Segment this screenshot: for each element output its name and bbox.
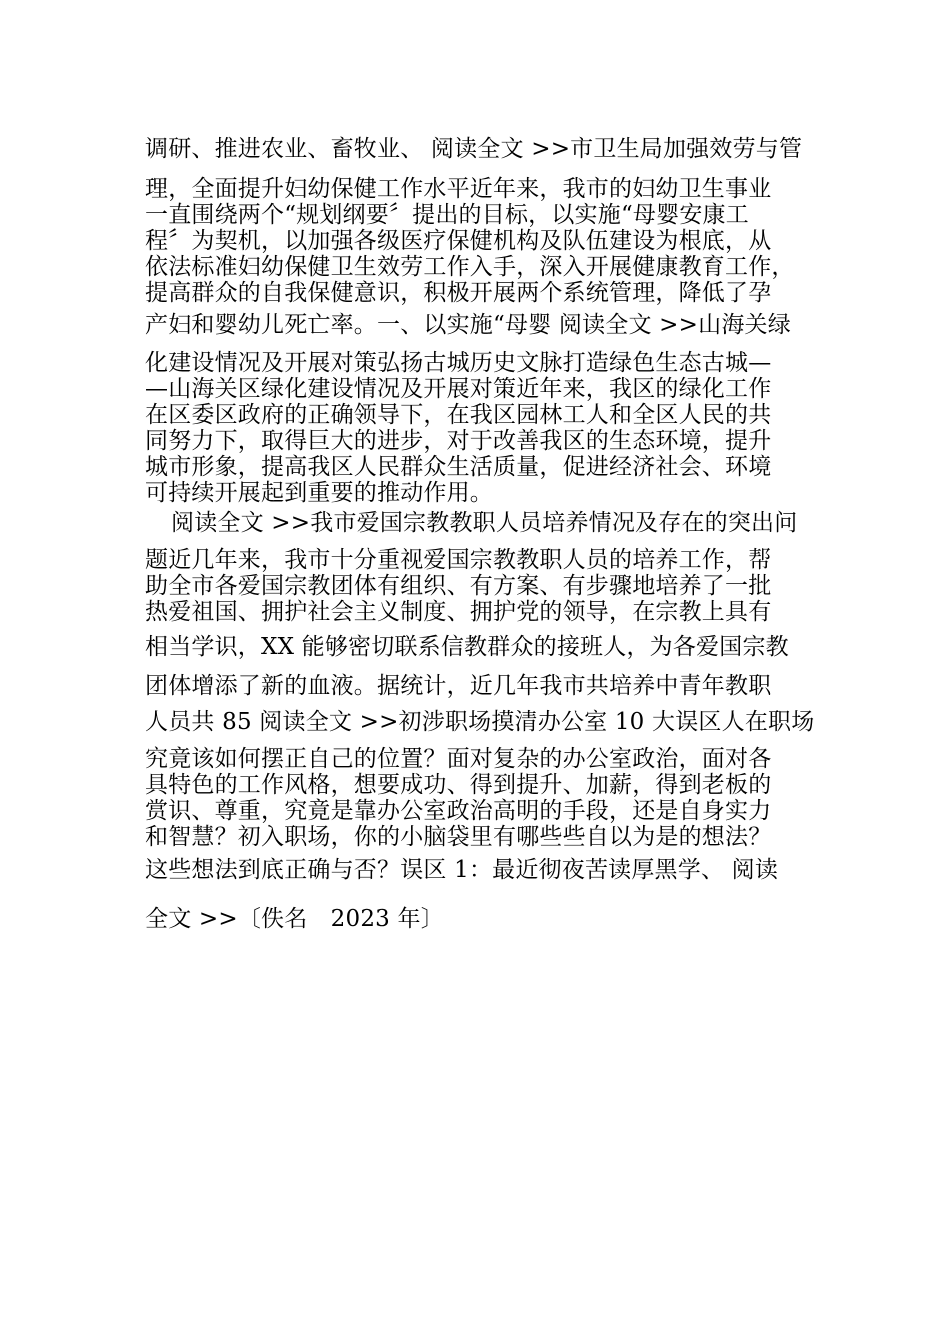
paragraph-block-3 <box>145 312 815 338</box>
text-line: 一直围绕两个“规划纲要〞提出的目标，以实施“母婴安康工 <box>145 202 749 228</box>
text-line: 究竟该如何摆正自己的位置？面对复杂的办公室政治，面对各 <box>145 746 772 772</box>
text-line: 具特色的工作风格，想要成功、得到提升、加薪，得到老板的 <box>145 772 772 798</box>
text-line: —山海关区绿化建设情况及开展对策近年来，我区的绿化工作 <box>145 376 772 402</box>
text-line: 程〞为契机，以加强各级医疗保健机构及队伍建设为根底，从 <box>145 228 772 254</box>
text-line: 依法标准妇幼保健卫生效劳工作入手，深入开展健康教育工作， <box>145 254 795 280</box>
text-line: 在区委区政府的正确领导下，在我区园林工人和全区人民的共 <box>145 402 772 428</box>
paragraph-block-5 <box>171 510 821 536</box>
text-line: 赏识、尊重，究竟是靠办公室政治高明的手段，还是自身实力 <box>145 798 772 824</box>
text-line: 调研、推进农业、畜牧业、 阅读全文 >>市卫生局加强效劳与管 <box>145 136 803 162</box>
text-line: 城市形象，提高我区人民群众生活质量，促进经济社会、环境 <box>145 454 772 480</box>
paragraph-block-8 <box>145 673 815 699</box>
text-line: 和智慧？初入职场，你的小脑袋里有哪些些自以为是的想法？ <box>145 824 772 850</box>
paragraph-block-12 <box>145 906 815 932</box>
text-line: 全文 >>〔佚名 2023 年〕 <box>145 906 444 932</box>
text-line: 理，全面提升妇幼保健工作水平近年来，我市的妇幼卫生事业 <box>145 176 772 202</box>
paragraph-block-6 <box>145 547 815 625</box>
paragraph-block-4 <box>145 350 815 506</box>
text-line: 产妇和婴幼儿死亡率。一、以实施“母婴 阅读全文 >>山海关绿 <box>145 312 791 338</box>
text-line: 相当学识，XX 能够密切联系信教群众的接班人，为各爱国宗教 <box>145 634 789 660</box>
text-line: 同努力下，取得巨大的进步，对于改善我区的生态环境，提升 <box>145 428 772 454</box>
paragraph-block-2 <box>145 176 815 306</box>
text-line: 可持续开展起到重要的推动作用。 <box>145 480 493 506</box>
text-line: 这些想法到底正确与否？误区 1：最近彻夜苦读厚黑学、 阅读 <box>145 857 779 883</box>
paragraph-block-1 <box>145 136 815 162</box>
paragraph-block-7 <box>145 634 815 660</box>
paragraph-block-9 <box>145 709 815 735</box>
paragraph-block-10 <box>145 746 815 850</box>
text-line: 团体增添了新的血液。据统计，近几年我市共培养中青年教职 <box>145 673 772 699</box>
text-line: 助全市各爱国宗教团体有组织、有方案、有步骤地培养了一批 <box>145 573 772 599</box>
text-line: 人员共 85 阅读全文 >>初涉职场摸清办公室 10 大误区人在职场 <box>145 709 815 735</box>
text-line: 阅读全文 >>我市爱国宗教教职人员培养情况及存在的突出问 <box>171 510 798 536</box>
text-line: 题近几年来，我市十分重视爱国宗教教职人员的培养工作，帮 <box>145 547 772 573</box>
text-line: 化建设情况及开展对策弘扬古城历史文脉打造绿色生态古城— <box>145 350 772 376</box>
text-line: 提高群众的自我保健意识，积极开展两个系统管理，降低了孕 <box>145 280 772 306</box>
text-line: 热爱祖国、拥护社会主义制度、拥护党的领导，在宗教上具有 <box>145 599 772 625</box>
paragraph-block-11 <box>145 857 815 883</box>
